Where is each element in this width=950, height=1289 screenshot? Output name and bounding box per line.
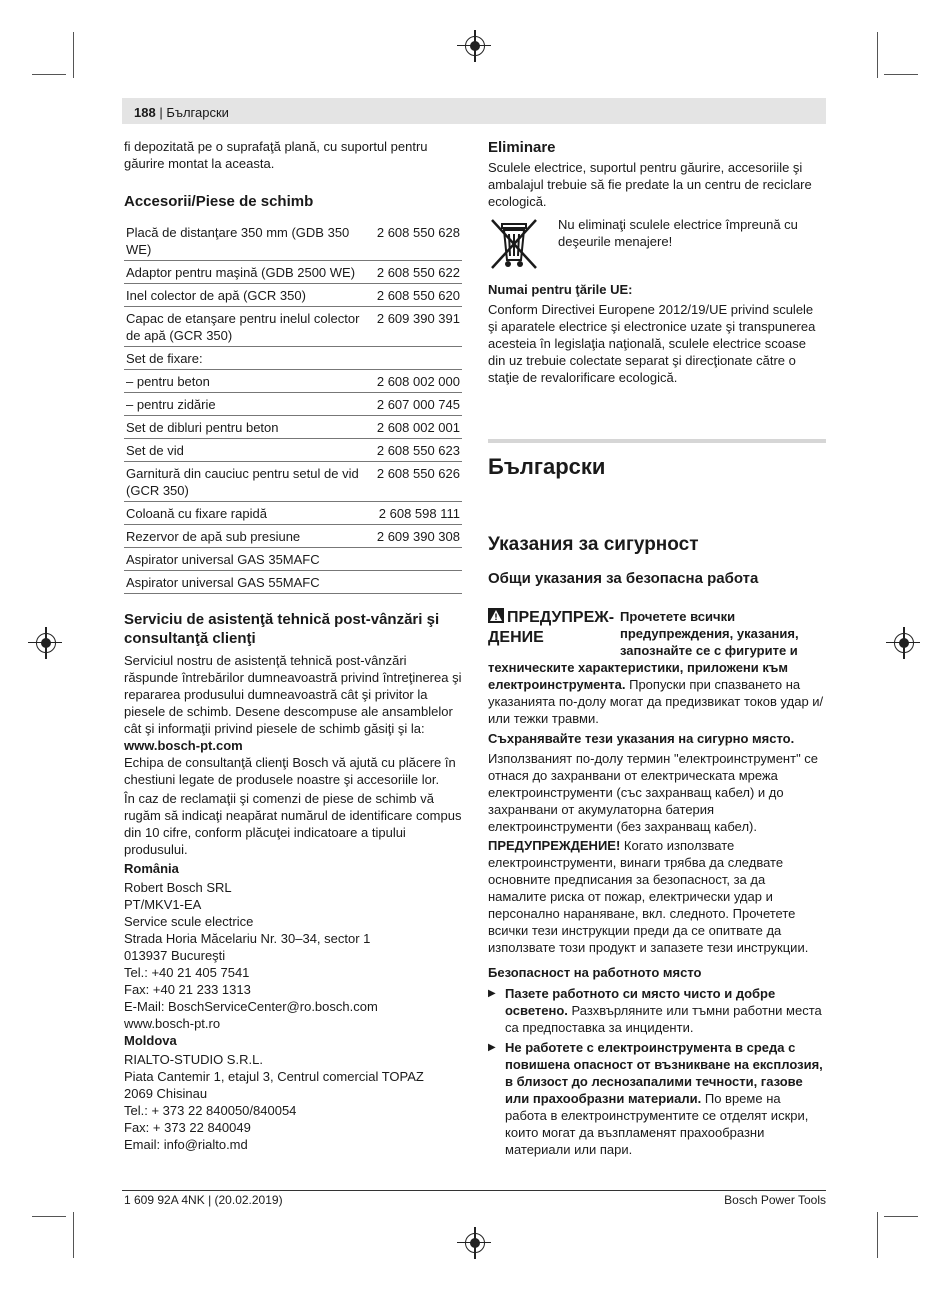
part-name: Set de dibluri pentru beton: [124, 416, 364, 439]
warning-rest-text: Пропуски при спазването на указанията по-долу могат да предизвикат токов удар и/или тежки травми.: [488, 677, 824, 726]
part-code: 2 608 550 628: [364, 221, 462, 261]
warning-bold-text: Прочетете всички предупреждения, указания, запознайте се с фигурите и техническите характеристики, приложени към електроинструмента.: [488, 609, 799, 692]
part-code: [364, 548, 462, 571]
part-name: – pentru zidărie: [124, 393, 364, 416]
part-code: 2 608 550 626: [364, 462, 462, 502]
footer-rule: [122, 1190, 826, 1191]
elimination-paragraph: Sculele electrice, suportul pentru găurire, accesoriile şi ambalajul trebuie să fie predate la un centru de reciclare ecologică.: [488, 160, 812, 209]
parts-table: [124, 221, 462, 594]
table-row: [124, 370, 462, 393]
general-warning-text: Когато използвате електроинструменти, винаги трябва да следвате основните предписания за безопасност, за да намалите риска от пожар, електрически удар и персонално нараняване, вкл. следното. Прочетете всички тези инструкции преди да се опитвате да използвате този продукт и запазете тези инструкции.: [488, 838, 809, 955]
crossed-bin-icon: [488, 216, 540, 272]
part-name: Capac de etanşare pentru inelul colector de apă (GCR 350): [124, 307, 364, 347]
crop-mark: [884, 74, 918, 75]
part-name: Inel colector de apă (GCR 350): [124, 284, 364, 307]
crop-mark: [32, 74, 66, 75]
service-paragraph-2: Echipa de consultanţă clienţi Bosch vă ajută cu plăcere în chestiuni legate de produsele noastre şi accesoriile lor.: [124, 755, 456, 787]
page-number: 188: [134, 105, 156, 120]
table-row: [124, 261, 462, 284]
bullet-text: По време на работа в електроинструментите се отделят искри, които могат да възпламенят прахообразни материали или пари.: [505, 1091, 809, 1157]
table-row: [124, 462, 462, 502]
keep-instructions: Съхранявайте тези указания на сигурно място.: [488, 731, 795, 746]
moldova-line: Tel.: + 373 22 840050/840054: [124, 1103, 297, 1118]
romania-line: Strada Horia Măcelariu Nr. 30–34, sector 1: [124, 931, 371, 946]
section-divider: [488, 439, 826, 443]
bullet-text: Разхвърляните или тъмни работни места са предпоставка за инциденти.: [505, 1003, 822, 1035]
intro-paragraph: fi depozitată pe o suprafaţă plană, cu suportul pentru găurire montat la aceasta.: [124, 139, 428, 171]
romania-line: www.bosch-pt.ro: [124, 1016, 221, 1031]
romania-line: Robert Bosch SRL: [124, 880, 232, 895]
left-column: [124, 138, 462, 1153]
page-header: 188 | Български: [134, 105, 229, 120]
part-code: 2 608 550 620: [364, 284, 462, 307]
part-name: Aspirator universal GAS 55MAFC: [124, 571, 364, 594]
crop-mark: [32, 1216, 66, 1217]
elimination-heading: Eliminare: [488, 139, 556, 156]
registration-mark-line: [886, 642, 920, 643]
table-row: [124, 439, 462, 462]
warning-triangle-icon: [488, 608, 504, 623]
part-code: 2 608 550 622: [364, 261, 462, 284]
right-column: [488, 138, 826, 1161]
crop-mark: [73, 32, 74, 78]
table-row: [124, 221, 462, 261]
table-row: [124, 284, 462, 307]
moldova-line: Piata Cantemir 1, etajul 3, Centrul comercial TOPAZ: [124, 1069, 424, 1084]
part-name: – pentru beton: [124, 370, 364, 393]
footer-brand: Bosch Power Tools: [724, 1193, 826, 1207]
table-row: [124, 571, 462, 594]
registration-mark-line: [457, 45, 491, 46]
part-name: Set de vid: [124, 439, 364, 462]
header-language: Български: [166, 105, 229, 120]
table-row: [124, 393, 462, 416]
table-row: [124, 347, 462, 370]
bullet-bold-text: Не работете с електроинструмента в среда с повишена опасност от възникване на експлозия, в близост до леснозапалими течности, газове или прахообразни материали.: [505, 1040, 823, 1106]
moldova-line: RIALTO-STUDIO S.R.L.: [124, 1052, 263, 1067]
table-row: [124, 502, 462, 525]
list-item: [488, 985, 826, 1036]
weee-notice-text: Nu eliminaţi sculele electrice împreună cu deşeurile menajere!: [558, 217, 798, 249]
part-code: 2 609 390 391: [364, 307, 462, 347]
weee-notice: [488, 216, 826, 272]
warning-block: [488, 608, 826, 727]
part-name: Placă de distanţare 350 mm (GDB 350 WE): [124, 221, 364, 261]
table-row: [124, 416, 462, 439]
part-code: 2 608 598 111: [364, 502, 462, 525]
footer-document-id: 1 609 92A 4NK | (20.02.2019): [124, 1193, 283, 1207]
part-name: Garnitură din cauciuc pentru setul de vid (GCR 350): [124, 462, 364, 502]
general-warning-bold: ПРЕДУПРЕЖДЕНИЕ!: [488, 838, 621, 853]
eu-paragraph: Conform Directivei Europene 2012/19/UE privind sculele şi aparatele electrice şi electronice uzate şi transpunerea acesteia în legislaţia naţională, sculele electrice scoase din uz trebuie colectate separat şi direcţionate către o staţie de revalorificare ecologică.: [488, 302, 816, 385]
romania-line: Tel.: +40 21 405 7541: [124, 965, 250, 980]
warning-label-text: ПРЕДУПРЕЖ-ДЕНИЕ: [488, 609, 615, 646]
moldova-line: Email: info@rialto.md: [124, 1137, 248, 1152]
part-name: Adaptor pentru maşină (GDB 2500 WE): [124, 261, 364, 284]
romania-line: 013937 Bucureşti: [124, 948, 226, 963]
service-heading: Serviciu de asistenţă tehnică post-vânzări şi consultanţă clienţi: [124, 611, 440, 647]
service-url: www.bosch-pt.com: [124, 738, 243, 753]
general-warning: [488, 837, 826, 956]
safety-heading: Указания за сигурност: [488, 534, 699, 555]
bullet-bold-text: Пазете работното си място чисто и добре осветено.: [505, 986, 776, 1018]
part-code: [364, 571, 462, 594]
service-paragraph-3: În caz de reclamaţii şi comenzi de piese de schimb vă rugăm să indicaţi neapărat numărul de identificare compus din 10 cifre, conform plăcuţei indicatoare a tipului produsului.: [124, 791, 462, 857]
crop-mark: [877, 1212, 878, 1258]
part-code: 2 608 002 001: [364, 416, 462, 439]
crop-mark: [884, 1216, 918, 1217]
service-paragraph-1: Serviciul nostru de asistenţă tehnică post-vânzări răspunde întrebărilor dumneavoastră privind întreţinerea şi repararea produsului dumneavoastră cât şi privitor la piesele de schimb. Desene descompuse ale ansamblelor cât şi informaţii privind piesele de schimb găsiţi şi la:: [124, 653, 462, 736]
list-item: [488, 1039, 826, 1158]
term-definition: Използваният по-долу термин "електроинструмент" се отнася до захранвани от електрическата мрежа електроинструменти (със захранващ кабел) и до захранвани от акумулаторна батерия електроинструменти (без захранващ кабел).: [488, 751, 819, 834]
part-code: 2 607 000 745: [364, 393, 462, 416]
romania-address: [124, 879, 462, 1032]
table-row: [124, 548, 462, 571]
part-name: Coloană cu fixare rapidă: [124, 502, 364, 525]
part-code: 2 608 550 623: [364, 439, 462, 462]
romania-line: PT/MKV1-EA: [124, 897, 202, 912]
table-row: [124, 525, 462, 548]
part-code: 2 609 390 308: [364, 525, 462, 548]
part-code: 2 608 002 000: [364, 370, 462, 393]
part-name: Aspirator universal GAS 35MAFC: [124, 548, 364, 571]
accessories-heading: Accesorii/Piese de schimb: [124, 193, 314, 210]
general-safety-heading: Общи указания за безопасна работа: [488, 570, 759, 587]
romania-line: E-Mail: BoschServiceCenter@ro.bosch.com: [124, 999, 378, 1014]
warning-label: [488, 608, 616, 648]
romania-line: Fax: +40 21 233 1313: [124, 982, 251, 997]
workplace-bullets: [488, 985, 826, 1158]
crop-mark: [73, 1212, 74, 1258]
crop-mark: [877, 32, 878, 78]
bulgarian-section-title: Български: [488, 454, 606, 479]
moldova-line: Fax: + 373 22 840049: [124, 1120, 251, 1135]
table-row: [124, 307, 462, 347]
part-name: Set de fixare:: [124, 347, 364, 370]
romania-heading: România: [124, 861, 179, 876]
part-name: Rezervor de apă sub presiune: [124, 525, 364, 548]
registration-mark-line: [28, 642, 62, 643]
workplace-heading: Безопасност на работното място: [488, 965, 702, 980]
eu-heading: Numai pentru ţările UE:: [488, 282, 633, 297]
moldova-line: 2069 Chisinau: [124, 1086, 208, 1101]
romania-line: Service scule electrice: [124, 914, 254, 929]
moldova-heading: Moldova: [124, 1033, 177, 1048]
moldova-address: [124, 1051, 462, 1153]
registration-mark-line: [457, 1242, 491, 1243]
part-code: [364, 347, 462, 370]
